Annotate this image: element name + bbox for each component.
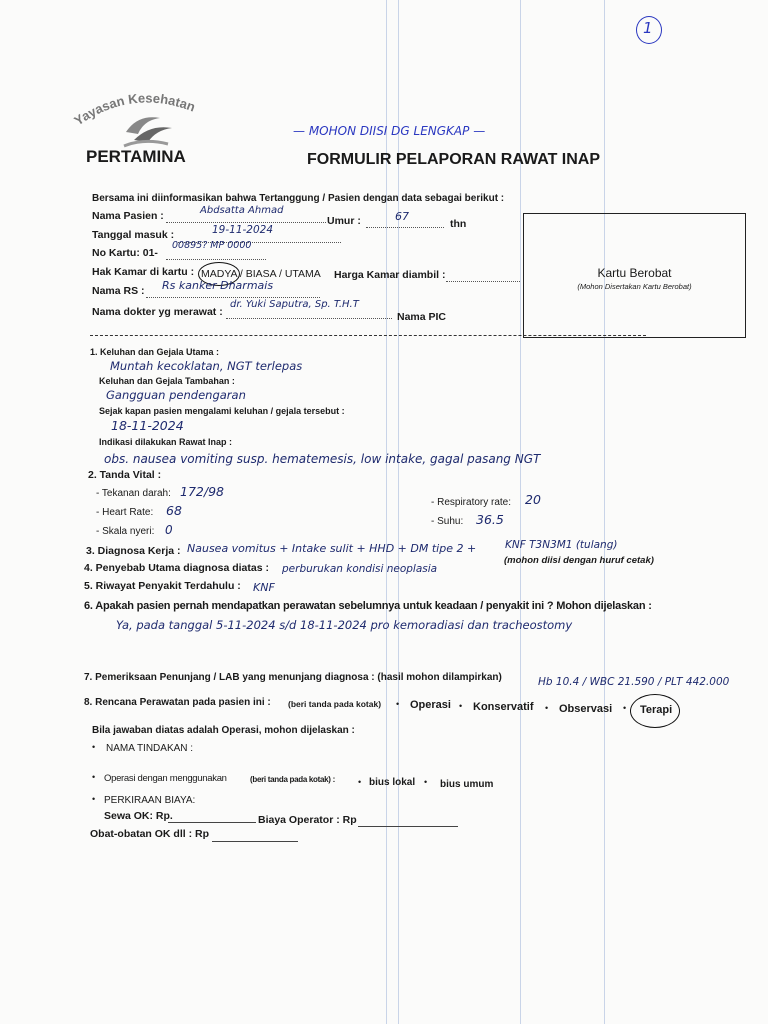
dokter-value[interactable]: dr. Yuki Saputra, Sp. T.H.T (230, 299, 359, 310)
penyebab-utama-value[interactable]: perburukan kondisi neoplasia (282, 563, 438, 575)
bullet-icon: • (424, 777, 428, 787)
sejak-kapan-value[interactable]: 18-11-2024 (111, 418, 184, 433)
sejak-kapan-label: Sejak kapan pasien mengalami keluhan / gejala tersebut : (99, 406, 345, 416)
kartu-berobat-box (523, 213, 746, 338)
terapi-selection-circle (630, 694, 680, 728)
respiratory-rate-label: - Respiratory rate: (431, 497, 512, 508)
bullet-icon: • (92, 742, 96, 752)
no-kartu-line (166, 259, 266, 260)
bullet-icon: • (92, 794, 96, 804)
riwayat-penyakit-value[interactable]: KNF (253, 581, 275, 594)
suhu-value[interactable]: 36.5 (476, 512, 504, 527)
heart-rate-value[interactable]: 68 (166, 503, 182, 518)
umur-value[interactable]: 67 (395, 210, 409, 223)
bullet-icon: • (459, 701, 463, 711)
diagnosa-kerja-value-2[interactable]: KNF T3N3M1 (tulang) (505, 539, 618, 551)
tekanan-darah-label: - Tekanan darah: (96, 488, 171, 499)
nama-pic-label: Nama PIC (397, 311, 447, 323)
dokter-label: Nama dokter yg merawat : (92, 306, 223, 318)
suhu-label: - Suhu: (431, 516, 464, 527)
operasi-dengan-label: Operasi dengan menggunakan (104, 773, 227, 784)
umur-line (366, 227, 444, 228)
bullet-icon: • (358, 777, 362, 787)
obat-obatan-line (212, 841, 298, 842)
harga-kamar-line (446, 281, 520, 282)
rencana-perawatan-label: 8. Rencana Perawatan pada pasien ini : (84, 697, 271, 708)
sewa-ok-label: Sewa OK: Rp. (104, 810, 173, 822)
no-kartu-value[interactable]: 00895? MP 0000 (172, 240, 252, 251)
indikasi-label: Indikasi dilakukan Rawat Inap : (99, 437, 233, 447)
separator-line (90, 335, 646, 336)
hak-kamar-options: MADYA / BIASA / UTAMA (201, 268, 321, 280)
nama-rs-value[interactable]: Rs kanker Dharmais (162, 279, 274, 292)
bullet-icon: • (396, 699, 400, 709)
tanda-vital-label: 2. Tanda Vital : (88, 469, 162, 481)
top-note: — MOHON DIISI DG LENGKAP — (293, 124, 486, 138)
skala-nyeri-label: - Skala nyeri: (96, 526, 155, 537)
indikasi-value[interactable]: obs. nausea vomiting susp. hematemesis, low intake, gagal pasang NGT (104, 452, 541, 466)
hak-kamar-label: Hak Kamar di kartu : (92, 266, 195, 278)
tanggal-masuk-value[interactable]: 19-11-2024 (212, 224, 274, 236)
pemeriksaan-penunjang-value[interactable]: Hb 10.4 / WBC 21.590 / PLT 442.000 (538, 676, 730, 688)
intro-text: Bersama ini diinformasikan bahwa Tertanggung / Pasien dengan data sebagai berikut : (92, 193, 505, 204)
tekanan-darah-value[interactable]: 172/98 (180, 484, 224, 499)
keluhan-tambahan-value[interactable]: Gangguan pendengaran (106, 388, 246, 402)
huruf-cetak-note: (mohon diisi dengan huruf cetak) (504, 555, 654, 566)
umur-label: Umur : (327, 215, 361, 227)
bius-umum-option[interactable]: bius umum (440, 779, 494, 790)
biaya-operator-label: Biaya Operator : Rp (258, 814, 357, 826)
perkiraan-biaya-label: PERKIRAAN BIAYA: (104, 795, 196, 806)
thn-label: thn (450, 218, 467, 230)
skala-nyeri-value[interactable]: 0 (165, 523, 173, 537)
heart-rate-label: - Heart Rate: (96, 507, 154, 518)
sewa-ok-line (168, 822, 256, 823)
perawatan-sebelumnya-value[interactable]: Ya, pada tanggal 5-11-2024 s/d 18-11-2024 pro kemoradiasi dan tracheostomy (116, 618, 573, 632)
logo-name: PERTAMINA (86, 147, 186, 166)
fold-line (604, 0, 605, 1024)
bullet-icon: • (623, 703, 627, 713)
bila-operasi-label: Bila jawaban diatas adalah Operasi, mohon dijelaskan : (92, 725, 355, 736)
nama-rs-label: Nama RS : (92, 285, 145, 297)
perawatan-sebelumnya-label: 6. Apakah pasien pernah mendapatkan perawatan sebelumnya untuk keadaan / penyakit ini ? Mohon dijelaskan : (84, 600, 652, 612)
harga-kamar-label: Harga Kamar diambil : (334, 269, 446, 281)
keluhan-tambahan-label: Keluhan dan Gejala Tambahan : (99, 376, 235, 386)
nama-pasien-value[interactable]: Abdsatta Ahmad (200, 205, 284, 216)
no-kartu-label: No Kartu: 01- (92, 247, 158, 259)
operasi-hint: (beri tanda pada kotak) : (250, 775, 335, 784)
diagnosa-kerja-value[interactable]: Nausea vomitus + Intake sulit + HHD + DM tipe 2 + (187, 542, 477, 555)
bullet-icon: • (92, 772, 96, 782)
page-mark: 1 (643, 19, 653, 37)
pemeriksaan-penunjang-label: 7. Pemeriksaan Penunjang / LAB yang menunjang diagnosa : (hasil mohon dilampirkan) (84, 672, 502, 683)
penyebab-utama-label: 4. Penyebab Utama diagnosa diatas : (84, 562, 269, 574)
option-konservatif[interactable]: Konservatif (473, 701, 534, 713)
option-terapi[interactable]: Terapi (640, 704, 673, 716)
keluhan-utama-label: 1. Keluhan dan Gejala Utama : (90, 347, 220, 357)
form-title: FORMULIR PELAPORAN RAWAT INAP (307, 151, 601, 168)
option-operasi[interactable]: Operasi (410, 699, 451, 711)
nama-rs-line (146, 297, 320, 298)
riwayat-penyakit-label: 5. Riwayat Penyakit Terdahulu : (84, 580, 241, 592)
svg-text:Yayasan Kesehatan: Yayasan Kesehatan (71, 90, 198, 129)
biaya-operator-line (358, 826, 458, 827)
nama-pasien-line (166, 222, 326, 223)
keluhan-utama-value[interactable]: Muntah kecoklatan, NGT terlepas (110, 359, 303, 373)
nama-tindakan-label: NAMA TINDAKAN : (106, 743, 194, 754)
dokter-line (226, 318, 392, 319)
respiratory-rate-value[interactable]: 20 (525, 492, 541, 507)
bullet-icon: • (545, 703, 549, 713)
kartu-note: (Mohon Disertakan Kartu Berobat) (577, 282, 692, 291)
nama-pasien-label: Nama Pasien : (92, 210, 164, 222)
option-observasi[interactable]: Observasi (559, 703, 613, 715)
bius-lokal-option[interactable]: bius lokal (369, 777, 416, 788)
kartu-title: Kartu Berobat (597, 266, 672, 280)
diagnosa-kerja-label: 3. Diagnosa Kerja : (86, 545, 181, 557)
obat-obatan-label: Obat-obatan OK dll : Rp (90, 828, 209, 840)
rencana-perawatan-hint: (beri tanda pada kotak) (288, 699, 382, 709)
tanggal-masuk-label: Tanggal masuk : (92, 229, 175, 241)
